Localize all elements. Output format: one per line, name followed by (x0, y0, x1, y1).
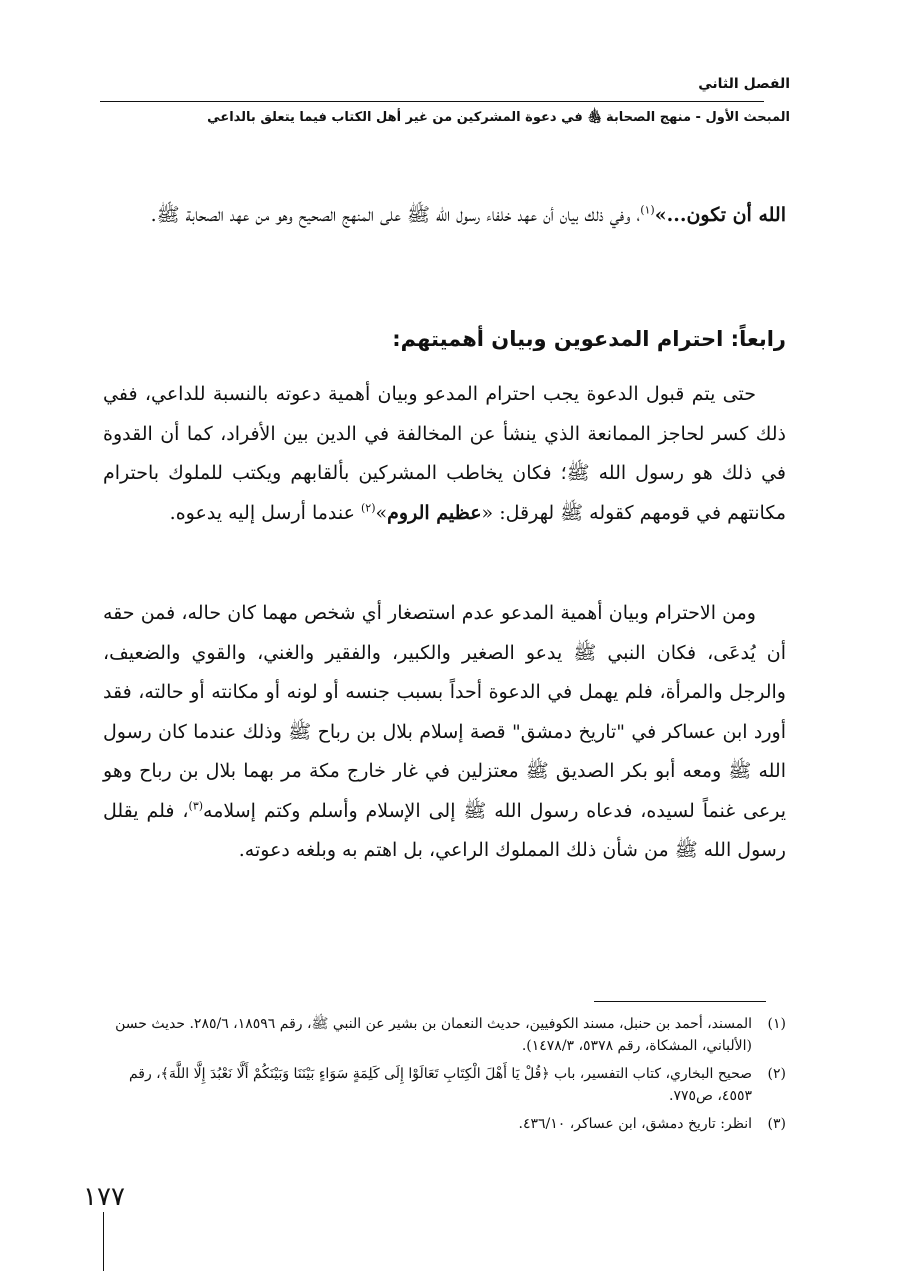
quote-azim-alrum: عظيم الروم (387, 501, 482, 524)
footnote-text: المسند، أحمد بن حنبل، مسند الكوفيين، حديث النعمان بن بشير عن النبي ﷺ، رقم ١٨٥٩٦، ٢٨٥/٦. حديث حسن (الألباني، المشكاة، رقم ٥٣٧٨، ١٤٧٨/٣). (115, 1016, 752, 1054)
footnote-text: صحيح البخاري، كتاب التفسير، باب ﴿قُلْ يَا أَهْلَ الْكِتَابِ تَعَالَوْا إِلَى كَلِمَةٍ سَوَاءٍ بَيْنَنَا وَبَيْنَكُمْ أَلَّا نَعْبُدَ إِلَّا اللَّهَ﴾، رقم ٤٥٥٣، ص٧٧٥. (128, 1066, 752, 1104)
quote-end: الله أن تكون...» (654, 204, 786, 226)
footnote-1 (103, 1013, 786, 1057)
footnote-ref-2: (٢) (361, 501, 376, 515)
footnote-ref-1: (١) (640, 203, 655, 217)
footnote-text: انظر: تاريخ دمشق، ابن عساكر، ٤٣٦/١٠. (518, 1116, 752, 1132)
paragraph-2 (103, 375, 786, 533)
paragraph-2-text-a: حتى يتم قبول الدعوة يجب احترام المدعو وبيان أهمية دعوته بالنسبة للداعي، ففي ذلك كسر لحاجز الممانعة الذي ينشأ عن المخالفة في الدين بين الأفراد، كما أن القدوة في ذلك هو رسول الله ﷺ؛ فكان يخاطب المشركين بألقابهم ويكتب للملوك باحترام مكانتهم في قومهم كقوله ﷺ لهرقل: « (103, 383, 786, 524)
footnote-3 (103, 1113, 786, 1135)
section-heading: رابعاً: احترام المدعوين وبيان أهميتهم: (392, 327, 786, 351)
footnote-number: (٢) (767, 1066, 786, 1082)
page-number: ١٧٧ (83, 1182, 125, 1212)
header-divider (100, 101, 764, 102)
paragraph-3-text-b: ، فلم يقلل رسول الله ﷺ من شأن ذلك المملوك الراعي، بل اهتم به وبلغه دعوته. (103, 799, 786, 861)
paragraph-3 (103, 594, 786, 871)
footnote-number: (١) (767, 1016, 786, 1032)
chapter-title: الفصل الثاني (698, 76, 790, 92)
paragraph-1-text: ، وفي ذلك بيان أن عهد خلفاء رسول الله ﷺ على المنهج الصحيح وهو من عهد الصحابة ﷺ. (150, 204, 641, 226)
paragraph-2-text-c: عندما أرسل إليه يدعوه. (169, 501, 361, 524)
paragraph-2-text-b: » (375, 501, 388, 524)
footnote-divider (594, 1001, 766, 1002)
footnote-2 (103, 1063, 786, 1107)
footnote-number: (٣) (767, 1116, 786, 1132)
footnotes (103, 1013, 786, 1141)
margin-line (103, 1212, 104, 1271)
paragraph-1 (103, 196, 786, 236)
paragraph-3-text-a: ومن الاحترام وبيان أهمية المدعو عدم استصغار أي شخص مهما كان حاله، فمن حقه أن يُدعَى، فكان النبي ﷺ يدعو الصغير والكبير، والفقير والغني، والقوي والضعيف، والرجل والمرأة، فلم يهمل في الدعوة أحداً بسبب جنسه أو لونه أو مكانته أو حالته، فقد أورد ابن عساكر في "تاريخ دمشق" قصة إسلام بلال بن رباح ﷺ وذلك عندما كان رسول الله ﷺ ومعه أبو بكر الصديق ﷺ معتزلين في غار خارج مكة مر بهما بلال بن رباح وهو يرعى غنماً لسيده، فدعاه رسول الله ﷺ إلى الإسلام وأسلم وكتم إسلامه (103, 602, 786, 822)
footnote-ref-3: (٣) (188, 799, 204, 813)
section-title: المبحث الأول - منهج الصحابة ﵃ في دعوة المشركين من غير أهل الكتاب فيما يتعلق بالداعي (207, 110, 790, 125)
